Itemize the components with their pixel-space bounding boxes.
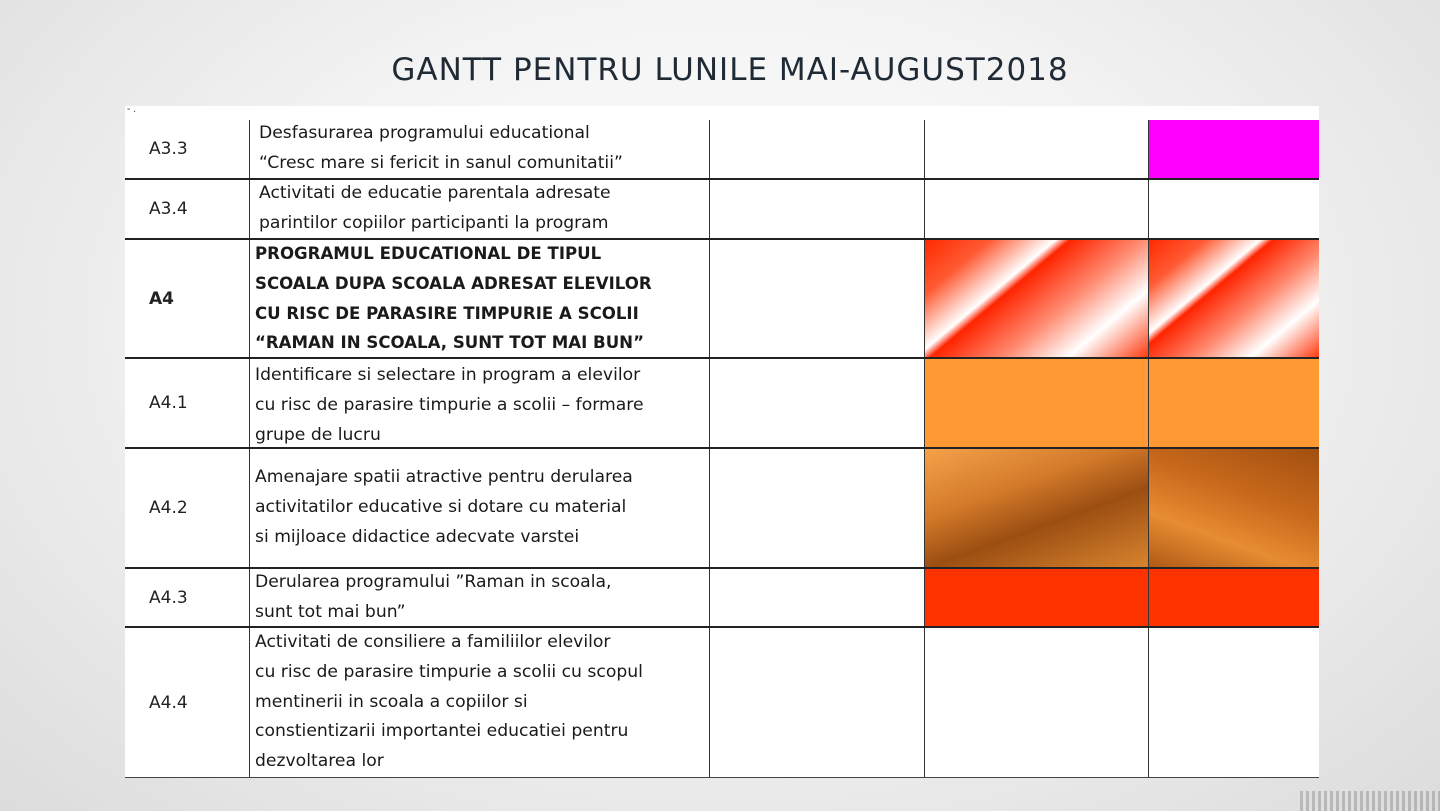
month-cell-1: [709, 628, 924, 777]
gantt-row-a4-2: [125, 449, 1319, 569]
activity-id: A3.3: [149, 139, 188, 159]
stray-mark: - .: [127, 104, 136, 115]
month-cell-3-bar: [1148, 569, 1319, 626]
activity-id: A4.4: [149, 692, 188, 713]
activity-description: Activitati de consiliere a familiilor elevilor cu risc de parasire timpurie a scolii cu scopul mentinerii in scoala a copiilor si constientizarii importantei educatiei pentru dezvoltarea lor: [249, 628, 709, 777]
month-cell-1: [709, 449, 924, 567]
month-cell-3-bar: [1148, 240, 1319, 357]
month-cell-1: [709, 240, 924, 357]
activity-description: PROGRAMUL EDUCATIONAL DE TIPUL SCOALA DUPA SCOALA ADRESAT ELEVILOR CU RISC DE PARASIRE TIMPURIE A SCOLII “RAMAN IN SCOALA, SUNT TOT MAI BUN”: [249, 240, 709, 357]
activity-description: Desfasurarea programului educational “Cresc mare si fericit in sanul comunitatii”: [249, 120, 709, 178]
month-cell-3-bar: [1148, 449, 1319, 567]
month-cell-2-bar: [924, 449, 1148, 567]
gantt-row-a4: [125, 240, 1319, 359]
gantt-row-a3-3: [125, 120, 1319, 180]
month-cell-2: [924, 120, 1148, 178]
month-cell-2-bar: [924, 359, 1148, 447]
month-cell-2-bar: [924, 240, 1148, 357]
month-cell-3: [1148, 180, 1319, 238]
month-cell-1: [709, 359, 924, 447]
month-cell-3: [1148, 628, 1319, 777]
activity-id: A4.2: [149, 498, 188, 518]
activity-id: A4.3: [149, 587, 188, 608]
activity-description: Derularea programului ”Raman in scoala, sunt tot mai bun”: [249, 569, 709, 626]
month-cell-3-bar: [1148, 120, 1319, 178]
slide-title: GANTT PENTRU LUNILE MAI-AUGUST2018: [391, 52, 1069, 88]
activity-description: Amenajare spatii atractive pentru derularea activitatilor educative si dotare cu material si mijloace didactice adecvate varstei: [249, 449, 709, 567]
month-cell-2: [924, 628, 1148, 777]
month-cell-1: [709, 120, 924, 178]
month-cell-1: [709, 569, 924, 626]
activity-description: Activitati de educatie parentala adresate parintilor copiilor participanti la program: [249, 180, 709, 238]
month-cell-3-bar: [1148, 359, 1319, 447]
gantt-table: [125, 106, 1319, 778]
gantt-row-a3-4: [125, 180, 1319, 240]
activity-id: A4.1: [149, 393, 188, 413]
month-cell-2-bar: [924, 569, 1148, 626]
activity-description: Identificare si selectare in program a elevilor cu risc de parasire timpurie a scolii – formare grupe de lucru: [249, 359, 709, 447]
gantt-row-a4-1: [125, 359, 1319, 449]
slide-edge-shadow: [1300, 791, 1440, 811]
gantt-row-a4-3: [125, 569, 1319, 628]
month-cell-1: [709, 180, 924, 238]
activity-id: A4: [149, 288, 174, 309]
month-cell-2: [924, 180, 1148, 238]
gantt-row-a4-4: [125, 628, 1319, 778]
activity-id: A3.4: [149, 199, 188, 219]
